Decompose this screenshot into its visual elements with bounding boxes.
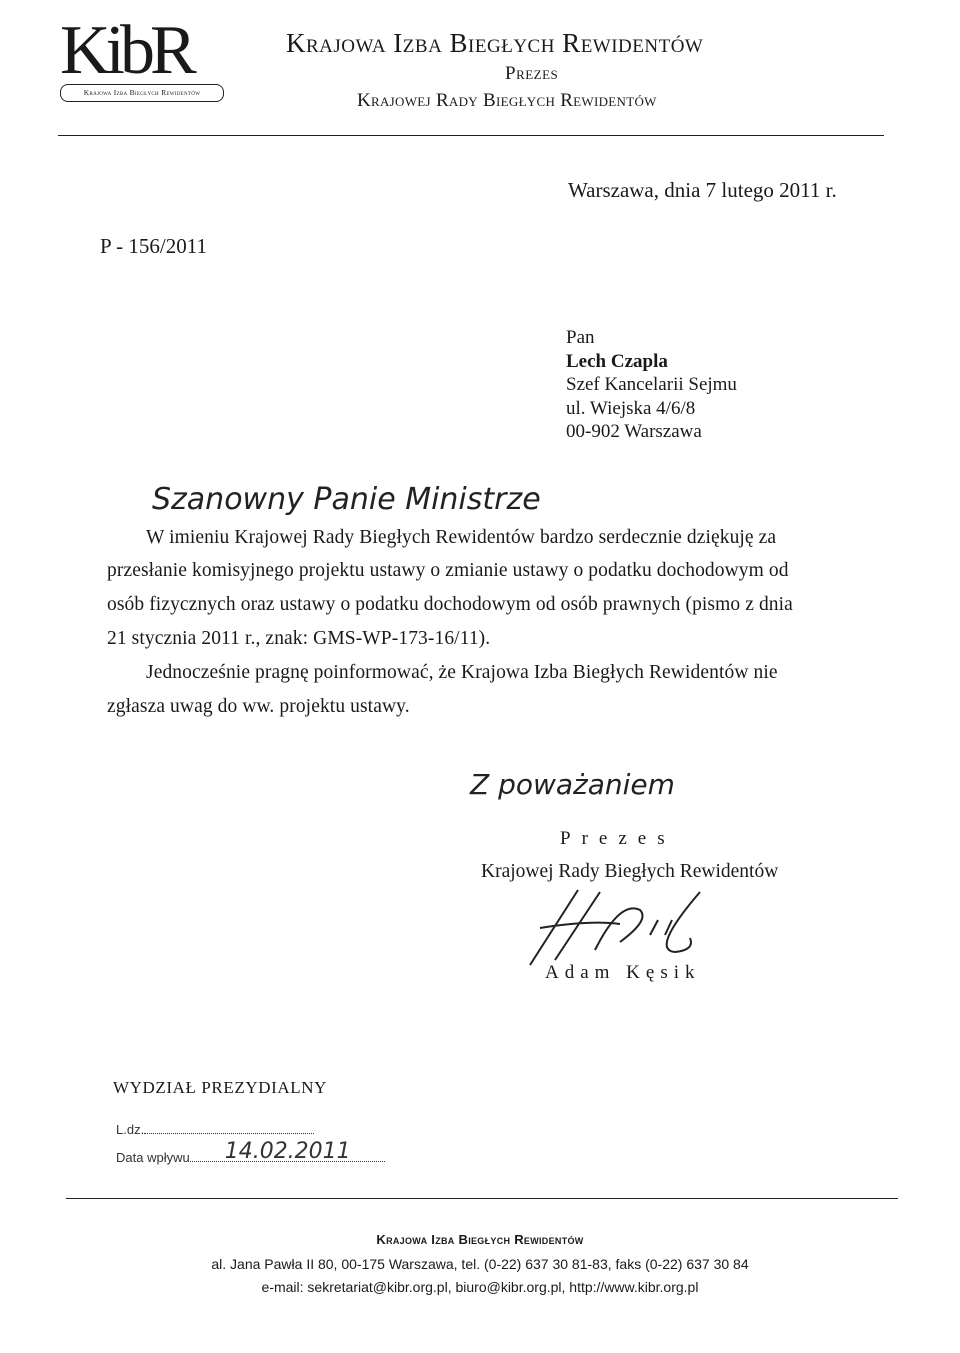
footer-organization: Krajowa Izba Biegłych Rewidentów [376, 1232, 584, 1247]
registry-date-label: Data wpływu [116, 1150, 190, 1165]
addressee-name: Lech Czapla [566, 350, 668, 372]
letter-date: Warszawa, dnia 7 lutego 2011 r. [568, 178, 837, 202]
handwritten-signature [500, 880, 740, 970]
signatory-organization: Krajowej Rady Biegłych Rewidentów [481, 861, 779, 882]
header-divider [58, 135, 884, 136]
body-line: zgłasza uwag do ww. projektu ustawy. [107, 696, 410, 717]
registry-date-value: 14.02.2011 [224, 1139, 351, 1164]
signatory-name: Adam Kęsik [545, 962, 701, 983]
addressee-street: ul. Wiejska 4/6/8 [566, 397, 696, 419]
registry-stamp-title: WYDZIAŁ PREZYDIALNY [113, 1078, 327, 1097]
signatory-title: Prezes [560, 828, 676, 849]
handwritten-closing: Z poważaniem [470, 768, 675, 801]
reference-number: P - 156/2011 [100, 234, 207, 258]
logo-subtitle: Krajowa Izba Biegłych Rewidentów [60, 84, 224, 102]
footer-contact: e-mail: sekretariat@kibr.org.pl, biuro@kibr.org.pl, http://www.kibr.org.pl [261, 1279, 699, 1295]
addressee-position: Szef Kancelarii Sejmu [566, 374, 737, 395]
letterhead-organization: Krajowa Izba Biegłych Rewidentów [286, 28, 704, 58]
footer-divider [66, 1198, 898, 1199]
body-line: przesłanie komisyjnego projektu ustawy o zmianie ustawy o podatku dochodowym od [107, 560, 789, 581]
registry-ldz-label: L.dz. [116, 1122, 145, 1137]
addressee-block [566, 326, 737, 444]
footer-address: al. Jana Pawła II 80, 00-175 Warszawa, tel. (0-22) 637 30 81-83, faks (0-22) 637 30 84 [211, 1256, 749, 1272]
letterhead-office: Prezes [505, 63, 559, 84]
handwritten-greeting: Szanowny Panie Ministrze [152, 482, 541, 517]
letterhead-council: Krajowej Rady Biegłych Rewidentów [357, 90, 657, 111]
body-line: Jednocześnie pragnę poinformować, że Krajowa Izba Biegłych Rewidentów nie [146, 662, 778, 683]
registry-date [116, 1139, 385, 1165]
registry-ldz [116, 1122, 314, 1137]
body-line: osób fizycznych oraz ustawy o podatku dochodowym od osób prawnych (pismo z dnia [107, 594, 793, 615]
body-line: W imieniu Krajowej Rady Biegłych Rewidentów bardzo serdecznie dziękuję za [146, 527, 777, 548]
addressee-salutation: Pan [566, 327, 595, 348]
body-line: 21 stycznia 2011 r., znak: GMS-WP-173-16/11). [107, 628, 491, 649]
logo: KibR [60, 12, 192, 89]
addressee-city: 00-902 Warszawa [566, 421, 702, 442]
